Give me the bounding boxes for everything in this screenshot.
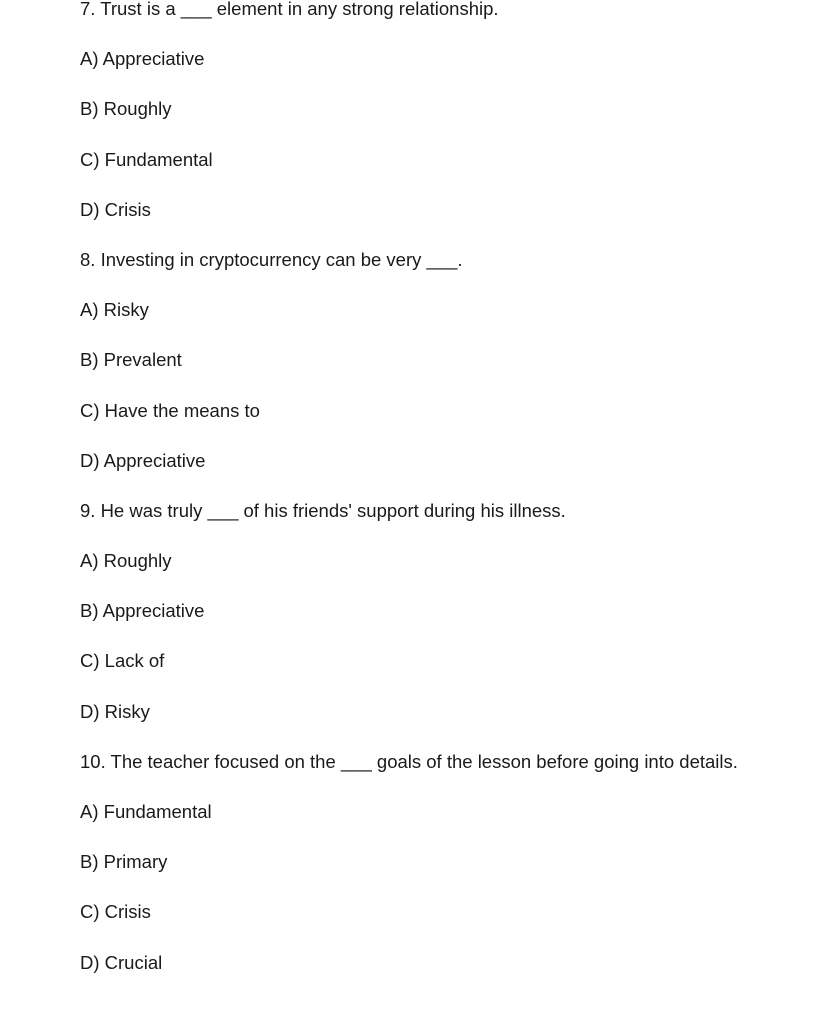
option-a: A) Roughly — [80, 550, 172, 572]
option-c: C) Have the means to — [80, 399, 260, 421]
option-b: B) Roughly — [80, 98, 172, 120]
question-text: 10. The teacher focused on the ___ goals of the lesson before going into details. — [80, 750, 738, 772]
option-a: A) Appreciative — [80, 48, 205, 70]
option-b: B) Appreciative — [80, 600, 205, 622]
option-c: C) Lack of — [80, 650, 165, 672]
option-d: D) Risky — [80, 700, 150, 722]
question-text: 9. He was truly ___ of his friends' support during his illness. — [80, 499, 566, 521]
question-text: 8. Investing in cryptocurrency can be very ___. — [80, 248, 463, 270]
question-9 — [80, 500, 810, 751]
option-a: A) Risky — [80, 299, 149, 321]
option-d: D) Appreciative — [80, 449, 206, 471]
question-7 — [80, 0, 810, 249]
option-c: C) Fundamental — [80, 148, 213, 170]
option-a: A) Fundamental — [80, 801, 212, 822]
option-b: B) Prevalent — [80, 349, 182, 371]
option-d: D) Crisis — [80, 198, 151, 220]
question-10 — [80, 751, 810, 1002]
option-b: B) Primary — [80, 851, 168, 873]
worksheet-page — [80, 0, 810, 1002]
option-c: C) Crisis — [80, 901, 151, 923]
question-8 — [80, 249, 810, 500]
option-d: D) Crucial — [80, 951, 163, 973]
question-text: 7. Trust is a ___ element in any strong relationship. — [80, 0, 499, 19]
